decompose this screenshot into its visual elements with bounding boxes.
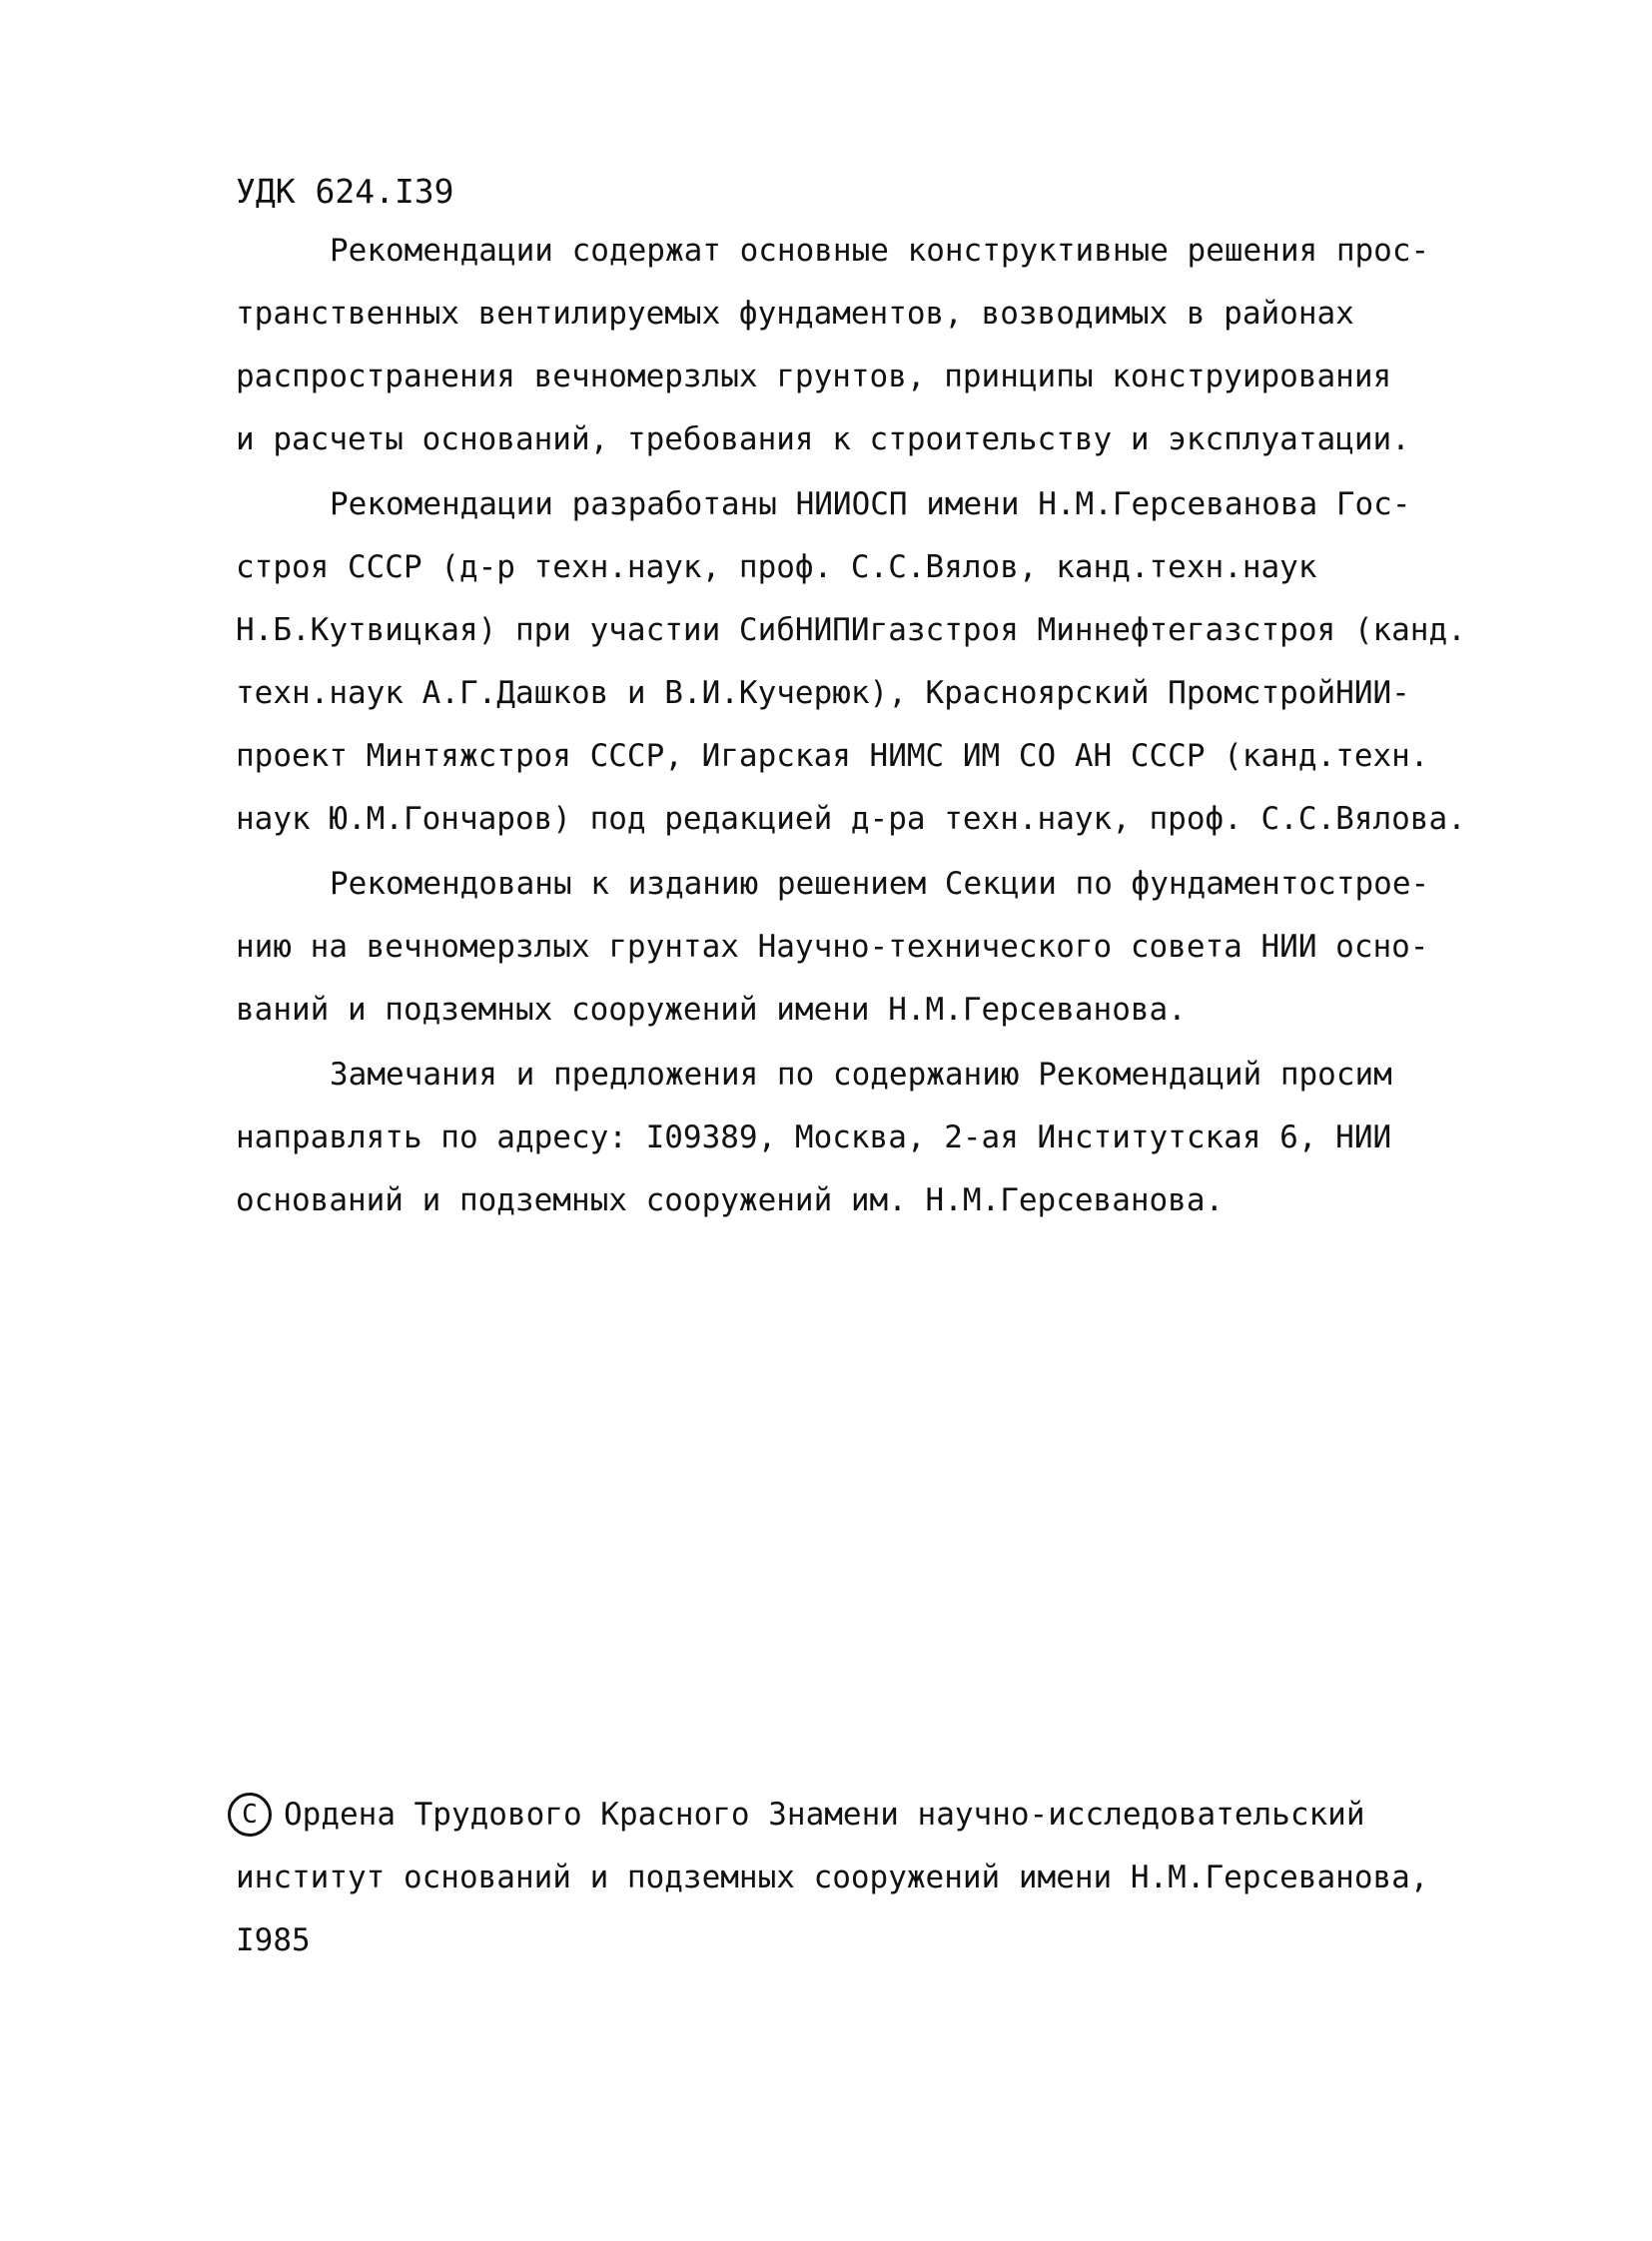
text-line: ваний и подземных сооружений имени Н.М.Герсеванова. (236, 992, 1187, 1028)
text-line: Рекомендованы к изданию решением Секции по фундаментострое- (330, 866, 1430, 902)
text-line: оснований и подземных сооружений им. Н.М.Герсеванова. (236, 1182, 1225, 1218)
text-line: Н.Б.Кутвицкая) при участии СибНИПИгазстроя Миннефтегазстроя (канд. (236, 612, 1466, 648)
text-line: наук Ю.М.Гончаров) под редакцией д-ра техн.наук, проф. С.С.Вялова. (236, 801, 1466, 837)
paragraph-address (236, 1044, 1464, 1232)
paragraph-authors (236, 473, 1464, 851)
text-line: проект Минтяжстроя СССР, Игарская НИМС ИМ СО АН СССР (канд.техн. (236, 738, 1429, 774)
copyright-notice (228, 1784, 1466, 1972)
text-line: нию на вечномерзлых грунтах Научно-технического совета НИИ осно- (236, 929, 1429, 965)
text-line: направлять по адресу: I09389, Москва, 2-ая Институтская 6, НИИ (236, 1120, 1392, 1155)
annotation-text (236, 220, 1464, 1234)
text-line: распространения вечномерзлых грунтов, принципы конструирования (236, 359, 1392, 394)
paragraph-contents (236, 220, 1464, 471)
text-line: Рекомендации содержат основные конструктивные решения прос- (330, 233, 1430, 269)
copyright-line: институт оснований и подземных сооружений имени Н.М.Герсеванова, (236, 1860, 1429, 1895)
paragraph-recommended (236, 853, 1464, 1042)
text-line: Рекомендации разработаны НИИОСП имени Н.М.Герсеванова Гос- (330, 486, 1411, 522)
copyright-icon (228, 1793, 272, 1837)
text-line: транственных вентилируемых фундаментов, возводимых в районах (236, 296, 1354, 332)
text-line: и расчеты оснований, требования к строительству и эксплуатации. (236, 421, 1410, 457)
copyright-year: I985 (236, 1922, 311, 1958)
copyright-text: Ордена Трудового Красного Знамени научно-исследовательский (284, 1797, 1365, 1833)
text-line: техн.наук А.Г.Дашков и В.И.Кучерюк), Красноярский ПромстройНИИ- (236, 675, 1410, 711)
text-line: строя СССР (д-р техн.наук, проф. С.С.Вялов, канд.техн.наук (236, 549, 1317, 585)
udk-code: УДК 624.I39 (236, 172, 454, 211)
copyright-symbol: C (242, 1800, 258, 1830)
text-line: Замечания и предложения по содержанию Рекомендаций просим (330, 1057, 1392, 1093)
copyright-line (228, 1784, 1466, 1847)
